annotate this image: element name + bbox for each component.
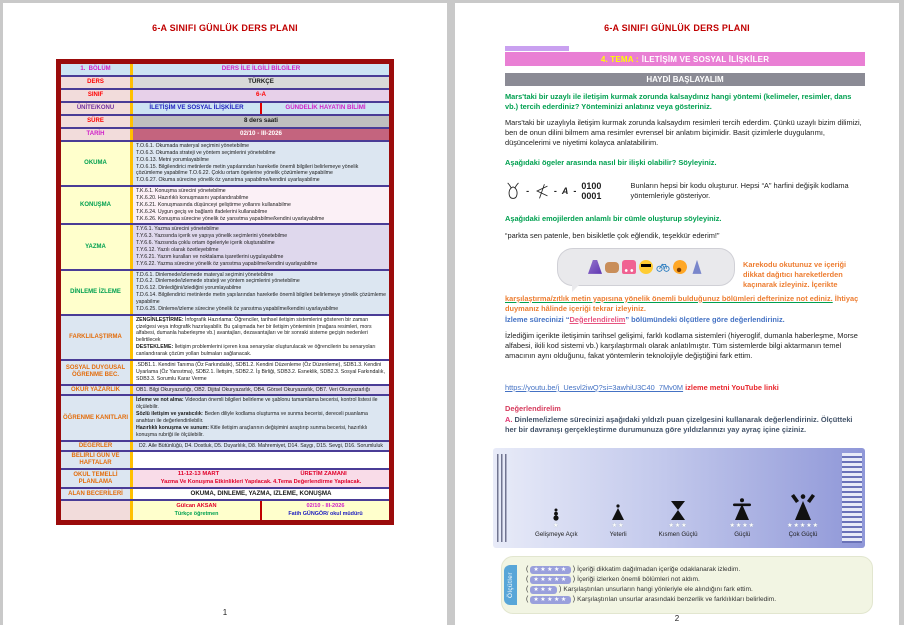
row-alan-becerileri [61, 487, 389, 499]
lavender-bar [505, 46, 569, 51]
scale-figure-icon [669, 500, 687, 521]
dinleme-line: T.D.6.12. Dinlediğini/izlediğini yorumlayabilme [136, 285, 242, 292]
emoji-speech-bubble [557, 248, 735, 286]
youtube-link-label: izleme metni YouTube linki [683, 382, 779, 392]
yazma-line: T.Y.6.6. Yazısında çoklu ortam ögeleriyle içerik oluşturabilme [136, 240, 275, 247]
destekleme-item: DESTEKLEME: İletişim problemlerini içeren kısa senaryolar oluşturulacak ve öğrencilerin bu senaryoları canlandırarak çözüm yolları bulmaları sağlanacak. [136, 344, 376, 358]
scale-label: Gelişmeye Açık [535, 530, 578, 538]
unite-value-2: GÜNDELİK HAYATIN BİLİMİ [262, 103, 389, 114]
tema-number: 4. TEMA : [600, 54, 639, 64]
teacher-title: Türkçe öğretmen [174, 510, 219, 517]
scale-figure-icon [610, 504, 626, 521]
row-yazma [61, 223, 389, 268]
scale-stars: ★★★★ [729, 522, 756, 529]
answer-1: Mars'taki bir uzaylıyla iletişim kurmak zorunda kalsaydım resimleri tercih ederdim. Çünkü uzaylı bizim dilimizi, ben de onun dilini bilmem ama resimler evrensel bir anlatım biçimidir. Basit çizimlerle duygularımı, düşüncelerimi ve niyetimi kolayca anlatabilirim. [505, 117, 862, 147]
konusma-line: T.K.6.20. Hazırlıklı konuşmasını yapılandırabilme [136, 195, 249, 202]
karekod-instruction-part1: Karekodu okutunuz ve içeriği dikkat dağıtıcı hareketlerden kaçınarak izleyiniz. İçerikte [743, 259, 847, 289]
dinleme-line: T.D.6.25. Dinleme/izleme sürecine yönelik öz yansıtma yapabilme/kendini uyarlayabilme [136, 305, 339, 312]
alan-content: OKUMA, DINLEME, YAZMA, IZLEME, KONUŞMA [133, 489, 389, 499]
dinleme-content [133, 271, 389, 314]
scale-level-5 [787, 494, 819, 538]
page2-title: 6-A SINIFI GÜNLÜK DERS PLANI [604, 23, 750, 33]
criteria-row: ( ★★★ ) Karşılaştırılan unsurların hangi yönleriyle ele alındığını fark ettim. [526, 586, 753, 594]
kanit-item: Hazırlıklı konuşma ve sunum: Kitle iletişim araçlarının değişimini araştırıp sunma becerisi, hazırlıklı konuşma rubriği ile ölçülebilir. [136, 424, 368, 438]
kanit-content [133, 396, 389, 439]
scale-figure-icon [790, 494, 816, 521]
bicycle-icon [656, 260, 670, 274]
scale-stars: ★★ [611, 522, 625, 529]
scale-stars: ★ [553, 522, 560, 529]
sure-value: 8 ders saati [133, 116, 389, 127]
binary-code: 0100 0001 [581, 180, 602, 201]
kanit-item: Sözlü iletişim ve yaratıcılık: Beden diliyle kodlama oluşturma ve sunma becerisi, dereceli puanlama anahtarı ile değerlendirilebilir. [136, 411, 368, 424]
row-ogrenme-kanitlari [61, 394, 389, 439]
emoji-bubble-row [505, 248, 865, 290]
bolum-value: DERS İLE İLGİLİ BİLGİLER [133, 64, 389, 75]
scale-figure-icon [552, 508, 560, 521]
konusma-content [133, 187, 389, 223]
slide-icon [588, 260, 602, 274]
konusma-line: T.K.6.1. Konuşma sürecini yönetebilme [136, 188, 226, 195]
teacher-name: Gülcan AKSAN [176, 503, 217, 510]
youtube-link-line [505, 383, 865, 392]
criteria-box [501, 556, 873, 614]
scale-level-2 [610, 504, 627, 538]
tarih-value: 02/10 - III-2026 [133, 129, 389, 140]
criteria-row: ( ★★★★★ ) İçeriği dikkatim dağılmadan içeriğe odaklanarak izledim. [526, 566, 741, 574]
okul-date: 11-12-13 MART [177, 471, 220, 478]
scale-level-3 [659, 500, 698, 538]
unite-value-1: İLETİŞİM VE SOSYAL İLİŞKİLER [133, 103, 260, 114]
phoenician-aleph-icon [534, 179, 549, 203]
scale-label: Yeterli [609, 530, 627, 538]
konusma-line: T.K.6.21. Konuşmasında düşünceyi geliştirme yollarını kullanabilme [136, 201, 291, 208]
yazma-line: T.Y.6.21. Yazım kuralları ve noktalama işaretlerini uygulayabilme [136, 253, 284, 260]
yazma-line: T.Y.6.1. Yazma sürecini yönetebilme [136, 226, 219, 233]
okuma-line: T.O.6.13. Metni yorumlayabilme [136, 156, 209, 163]
criteria-text: Karşılaştırılan unsurlar arasındaki benzerlik ve farklılıkları belirledim. [577, 596, 777, 604]
okuma-line: T.O.6.3. Okumada strateji ve yöntem seçimlerini yönetebilme [136, 149, 276, 156]
row-sure [61, 114, 389, 127]
okur-label: OKUR YAZARLIK [61, 386, 133, 395]
row-okuma [61, 140, 389, 185]
kanit-label: ÖĞRENME KANITLARI [61, 396, 133, 439]
okuma-label: OKUMA [61, 142, 133, 185]
signature-label-cell [61, 501, 133, 520]
konusma-label: KONUŞMA [61, 187, 133, 223]
yazma-line: T.Y.6.3. Yazısında içerik ve yapıya yönelik seçimlerini yönetebilme [136, 233, 288, 240]
izleme-instruction: İzleme sürecinizi “Değerlendirelim” bölümündeki ölçütlere göre değerlendiriniz. [505, 314, 785, 324]
roller-skate-icon [622, 260, 636, 274]
principal-name: Fatih GÜNGÖR/ okul müdürü [288, 510, 363, 517]
teacher-signature [133, 501, 260, 520]
row-sinif [61, 88, 389, 101]
scale-stars: ★★★ [668, 522, 688, 529]
karekod-underlined: karşılaştırma/zıtlık metin yapısına yönelik önemli bulduğunuz bölümleri defterinize not ediniz. [505, 293, 833, 303]
criteria-tab-label: Ölçütler [507, 571, 514, 598]
ox-head-pictograph-icon [505, 178, 521, 204]
scale-label: Güçlü [734, 530, 751, 538]
sdb-content: .SDB1.1. Kendini Tanıma (Öz Farkındalık), SDB1.2. Kendini Düzenleme (Öz Düzenleme), SDB1.3. Kendini Uyarlama (Öz Yansıtma), SDB2.1. İletişim, SDB2.2. İş Birliği, SDB3.2. Esneklik, SDB2.3. Sosyal Farkındalık, SDB3.3. Sorumlu Karar Verme [133, 361, 389, 384]
dinleme-label: DİNLEME İZLEME [61, 271, 133, 314]
laughing-face-icon [671, 258, 689, 276]
haydi-baslayalim-band: HAYDİ BAŞLAYALIM [505, 73, 865, 86]
page-2 [455, 3, 899, 625]
okuma-line: T.O.6.27. Okuma sürecine yönelik öz yansıtma yapabilme/kendini uyarlayabilme [136, 177, 320, 184]
yazma-line: T.Y.6.22. Yazma sürecine yönelik öz yansıtma yapabilme/kendini uyarlayabilme [136, 260, 318, 267]
sure-label: SÜRE [61, 116, 133, 127]
row-okul-temelli [61, 468, 389, 487]
okul-detail: Yazma Ve Konuşma Etkinlikleri Yapılacak. 4.Tema Değerlendirme Yapılacak. [160, 478, 362, 485]
scale-figure-icon [731, 498, 753, 521]
scale-label: Çok Güçlü [788, 530, 818, 538]
degerler-content: D2. Aile Bütünlüğü, D4. Dostluk, D5. Duyarlılık, D8. Mahremiyet, D14. Saygı, D15. Sevgi, D16. Sorumluluk [133, 442, 389, 451]
degerler-label: DEĞERLER [61, 442, 133, 451]
criteria-row: ( ★★★★★ ) Karşılaştırılan unsurlar arasındaki benzerlik ve farklılıkları belirledim. [526, 596, 777, 604]
star-rating-scale [493, 448, 865, 548]
farklilastirma-label: FARKLILAŞTIRMA [61, 316, 133, 359]
belirli-label: BELİRLİ GÜN VE HAFTALAR [61, 452, 133, 468]
degerlendirelim-heading: Değerlendirelim [505, 403, 561, 413]
okur-content: OB1. Bilgi Okuryazarlığı, OB2. Dijital Okuryazarlık, OB4. Görsel Okuryazarlık, OB7. Veri Okuryazarlığı [133, 386, 389, 395]
ders-value: TÜRKÇE [133, 77, 389, 88]
yazma-line: T.Y.6.12. Yazılı olarak özetleyebilme [136, 247, 219, 254]
signature-cells [133, 501, 389, 520]
dinleme-line: T.D.6.1. Dinlemede/izlemede materyal seçimini yönetebilme [136, 271, 274, 278]
sdb-label: SOSYAL DUYGUSAL ÖĞRENME BEC. [61, 361, 133, 384]
code-symbols [505, 178, 613, 204]
row-okur-yazarlik [61, 384, 389, 395]
scale-stars: ★★★★★ [787, 522, 819, 529]
criteria-text: Karşılaştırılan unsurların hangi yönleriyle ele alındığını fark ettim. [563, 586, 753, 594]
sunglasses-face-icon [639, 260, 653, 274]
dash: - [526, 185, 530, 196]
question-3: Aşağıdaki emojilerden anlamlı bir cümle oluşturup söyleyiniz. [505, 213, 722, 223]
fist-bump-icon [605, 262, 619, 273]
scale-level-4 [730, 498, 756, 538]
page1-number: 1 [222, 608, 228, 617]
row-farklilastirma [61, 314, 389, 359]
row-ders [61, 75, 389, 88]
page2-number: 2 [674, 613, 680, 623]
signature-date: 02/10 - III-2026 [306, 503, 345, 510]
kanit-item: İzleme ve not alma: Videodan önemli bilgileri belirleme ve şablonu tamamlama becerisi, kontrol listesi ile ölçülebilir. [136, 397, 378, 411]
farklilastirma-content [133, 316, 389, 359]
okuma-content [133, 142, 389, 185]
belirli-content [133, 452, 389, 468]
yazma-content [133, 225, 389, 268]
code-note: Bunların hepsi bir kodu oluşturur. Hepsi “A” harfini değişik kodlama yöntemleriyle gösteriyor. [630, 180, 849, 200]
sinif-label: SINIF [61, 90, 133, 101]
criteria-row: ( ★★★★★ ) İçeriği izlerken önemli bölümleri not aldım. [526, 576, 700, 584]
okul-content [133, 470, 389, 487]
row-degerler [61, 440, 389, 451]
criteria-stars: ★★★★★ [530, 596, 570, 604]
question-2: Aşağıdaki ögeler arasında nasıl bir ilişki olabilir? Söyleyiniz. [505, 157, 717, 167]
okul-line1 [136, 471, 386, 479]
unite-values [133, 103, 389, 114]
okuma-line: T.O.6.15. Bilgilendirici metinlerde metin yapılarından hareketle önemli bilgileri belirlemeye yönelik çözümleme yapabilme T.O.6.22. Çoklu ortam ögelerine yönelik çözümleme yapabilme [136, 163, 359, 177]
konusma-line: T.K.6.24. Uygun geçiş ve bağlantı ifadelerini kullanabilme [136, 208, 268, 215]
bolum-label: 1. BÖLÜM [61, 64, 133, 75]
dinleme-line: T.D.6.2. Dinlemede/izlemede strateji ve yöntem seçimlerini yönetebilme [136, 278, 300, 285]
criteria-stars: ★★★ [530, 586, 557, 594]
alan-label: ALAN BECERİLERİ [61, 489, 133, 499]
ders-label: DERS [61, 77, 133, 88]
letter-a: A [561, 185, 569, 196]
dinleme-line: T.D.6.14. Bilgilendirici metinlerde metin yapılarından hareketle önemli bilgileri belirlemeye yönelik çözümleme yapabilme [136, 292, 386, 306]
row-belirli-gun [61, 450, 389, 468]
viewing-summary: İzlediğim içerikte iletişimin tarihsel gelişimi, farklı kodlama sistemleri (hiyeroglif, dumanla haberleşme, Morse alfabesi, ikili kod sistemi vb.) karşılaştırmalı olarak anlatılmıştır. Tüm sistemlerde bilgi aktarmanın temel amacının aynı olduğunu, fakat yöntemlerin teknolojiyle değiştiğini fark ettim. [505, 330, 858, 360]
degerlendirelim-inline-link[interactable]: Değerlendirelim [569, 314, 626, 324]
item-a-instruction: A. Dinleme/izleme sürecinizi aşağıdaki yıldızlı puan çizelgesini kullanarak değerlendiriniz. Ölçütteki her bir davranışı gerçekleştirme durumunuza göre yıldızlarınızı yay ayraç içine çiziniz. [505, 414, 853, 435]
question-1: Mars'taki bir uzaylı ile iletişim kurmak zorunda kalsaydınız hangi yöntemi (kelimeler, resimler, dans vb.) tercih ederdiniz? Yönteminizi anlatınız veya gösteriniz. [505, 92, 852, 111]
row-konusma [61, 185, 389, 223]
criteria-tab [504, 565, 517, 605]
sinif-value: 6-A [133, 90, 389, 101]
row-unite [61, 101, 389, 114]
emoji-sentence: “parkta sen patenle, ben bisikletle çok eğlendik, teşekkür ederim!” [505, 230, 720, 240]
page1-title: 6-A SINIFI GÜNLÜK DERS PLANI [152, 23, 298, 33]
page-1 [3, 3, 447, 625]
lesson-info-table [56, 59, 394, 525]
karekod-instruction-part2: karşılaştırma/zıtlık metin yapısına yönelik önemli bulduğunuz bölümleri defterinize not ediniz. İhtiyaç duymanız hâlinde içeriği tekrar izleyiniz. [505, 293, 859, 314]
folded-hands-icon [690, 260, 704, 274]
row-bolum [61, 64, 389, 75]
unite-label: ÜNİTE/KONU [61, 103, 133, 114]
scale-label: Kısmen Güçlü [658, 530, 698, 538]
tema-band [505, 52, 865, 66]
criteria-stars: ★★★★★ [530, 566, 570, 574]
okul-label: OKUL TEMELLİ PLANLAMA [61, 470, 133, 487]
row-signature [61, 499, 389, 520]
okul-event: ÜRETİM ZAMANI [300, 471, 347, 478]
zenginlestirme-item: ZENGİNLEŞTİRME: İnfografik Hazırlama: Öğrenciler, tarihsel iletişim sistemlerini gösteren bir zaman çizelgesi veya infografik hazırlayabilir. Bu çalışmada her bir iletişim yönteminin (mağara resimleri, mors alfabesi, dumanla haberleşme vb.) avantajları, dezavantajları ve bir sonraki sisteme geçişin nedenleri belirtilecek [136, 316, 372, 344]
criteria-text: İçeriği izlerken önemli bölümleri not aldım. [577, 576, 700, 584]
okuma-line: T.O.6.1. Okumada materyal seçimini yönetebilme [136, 143, 250, 149]
scale-level-1 [535, 508, 578, 538]
row-sdb [61, 359, 389, 384]
yazma-label: YAZMA [61, 225, 133, 268]
dash: - [573, 185, 577, 196]
dash: - [553, 185, 557, 196]
principal-signature [262, 501, 389, 520]
youtube-link[interactable]: https://youtu.be/j_Uesvl2iwQ?si=3awhiU3C40_7Mv0M [505, 382, 684, 392]
konusma-line: T.K.6.26. Konuşma sürecine yönelik öz yansıtma yapabilme/kendini uyarlayabilme [136, 215, 325, 222]
row-dinleme [61, 269, 389, 314]
row-tarih [61, 127, 389, 140]
tema-title: İLETİŞİM VE SOSYAL İLİŞKİLER [641, 54, 770, 64]
criteria-text: İçeriği dikkatim dağılmadan içeriğe odaklanarak izledim. [577, 566, 741, 574]
tarih-label: TARİH [61, 129, 133, 140]
code-symbols-row [505, 178, 865, 204]
criteria-stars: ★★★★★ [530, 576, 570, 584]
